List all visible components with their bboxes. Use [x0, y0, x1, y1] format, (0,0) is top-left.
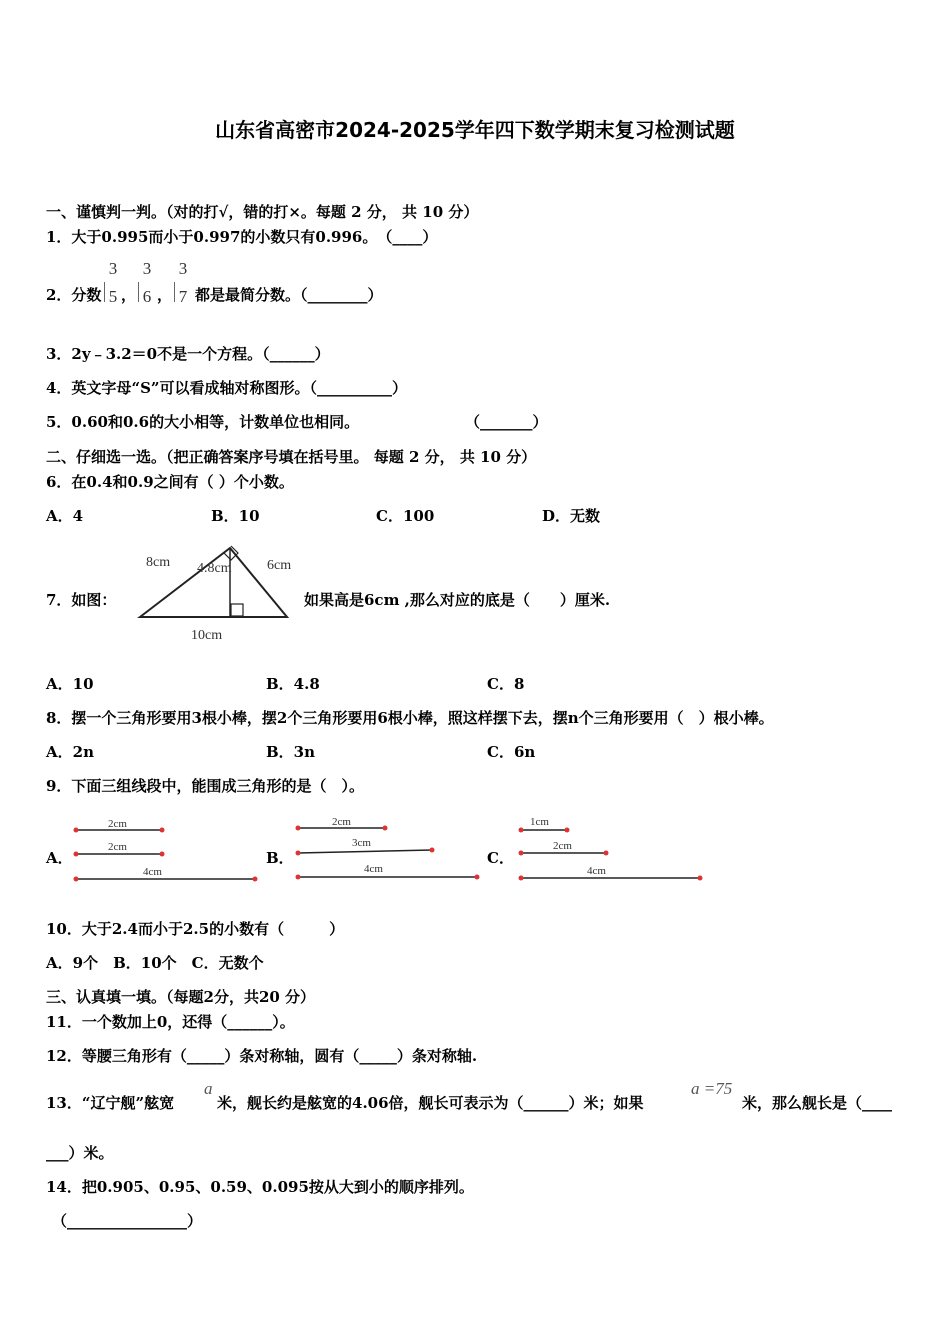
q9-option-b: B． [266, 849, 294, 867]
q9-option-a: A． [46, 849, 73, 867]
segment-end [160, 852, 165, 857]
q8-option-c: C．6n [487, 743, 536, 761]
question-5-blank: （_______） [465, 413, 548, 431]
segment-end [383, 826, 388, 831]
segment-c3-label: 4cm [587, 865, 606, 877]
fraction-2-bar [138, 282, 139, 302]
question-4: 4．英文字母“S”可以看成轴对称图形。（__________） [46, 379, 408, 397]
segments-figure-a [70, 812, 265, 890]
question-8: 8．摆一个三角形要用3根小棒，摆2个三角形要用6根小棒，照这样摆下去，摆n个三角形要用（ ）根小棒。 [46, 709, 774, 727]
segments-figure-c [515, 810, 710, 888]
q6-option-c: C．100 [376, 507, 435, 525]
question-5: 5．0.60和0.6的大小相等，计数单位也相同。 [46, 413, 360, 431]
q7-option-b: B．4.8 [266, 675, 320, 693]
label-8cm: 8cm [146, 555, 171, 570]
question-13-part-c: 米，那么舰长是（____ [742, 1094, 893, 1112]
segment-b2 [298, 850, 432, 853]
segment-end [430, 848, 435, 853]
segment-end [296, 826, 301, 831]
section-3-header: 三、认真填一填。（每题2分，共20 分） [46, 988, 316, 1006]
fraction-1-denominator: 5 [108, 287, 118, 306]
q7-option-c: C．8 [487, 675, 525, 693]
segment-a1-label: 2cm [108, 818, 127, 830]
fraction-separator: ， [157, 286, 173, 304]
segment-b1-label: 2cm [332, 816, 351, 828]
segment-end [160, 828, 165, 833]
segment-end [519, 828, 524, 833]
fraction-separator: ， [121, 286, 137, 304]
segment-c2-label: 2cm [553, 840, 572, 852]
section-1-header: 一、谨慎判一判。（对的打√，错的打×。每题 2 分， 共 10 分） [46, 203, 479, 221]
q10-options: A．9个 B．10个 C．无数个 [46, 954, 264, 972]
fraction-1-bar [104, 282, 105, 302]
question-13-part-b: 米，舰长约是舷宽的4.06倍，舰长可表示为（______）米；如果 [217, 1094, 644, 1112]
segment-end [565, 828, 570, 833]
segment-a2-label: 2cm [108, 841, 127, 853]
question-13-part-d: ___）米。 [46, 1144, 114, 1162]
question-7-prefix: 7．如图： [46, 591, 117, 609]
triangle-figure [130, 540, 305, 645]
fraction-1-numerator: 3 [108, 259, 118, 278]
segment-b2-label: 3cm [352, 837, 371, 849]
question-11: 11．一个数加上0，还得（______）。 [46, 1013, 295, 1031]
segment-end [74, 877, 79, 882]
q8-option-a: A．2n [46, 743, 94, 761]
label-4-8cm: 4.8cm [197, 561, 232, 576]
section-2-header: 二、仔细选一选。（把正确答案序号填在括号里。 每题 2 分， 共 10 分） [46, 448, 537, 466]
segment-end [74, 852, 79, 857]
fraction-2-denominator: 6 [142, 287, 152, 306]
question-2-suffix: 都是最简分数。（________） [195, 286, 383, 304]
q6-option-d: D．无数 [542, 507, 601, 525]
right-angle-marker-base [231, 604, 243, 616]
page-title: 山东省高密市2024-2025学年四下数学期末复习检测试题 [215, 118, 735, 142]
q6-option-a: A．4 [46, 507, 84, 525]
question-2-prefix: 2．分数 [46, 286, 102, 304]
question-9: 9．下面三组线段中，能围成三角形的是（ ）。 [46, 777, 364, 795]
question-12: 12．等腰三角形有（_____）条对称轴，圆有（_____）条对称轴. [46, 1047, 478, 1065]
segment-end [296, 875, 301, 880]
question-3: 3．2y﹣3.2＝0不是一个方程。（______） [46, 345, 330, 363]
label-6cm: 6cm [267, 558, 292, 573]
fraction-2-numerator: 3 [142, 259, 152, 278]
segment-end [475, 875, 480, 880]
segment-end [74, 828, 79, 833]
segment-end [519, 851, 524, 856]
q6-option-b: B．10 [211, 507, 260, 525]
segment-end [519, 876, 524, 881]
question-1: 1．大于0.995而小于0.997的小数只有0.996。 （____） [46, 228, 438, 246]
q9-option-c: C． [487, 849, 514, 867]
q7-option-a: A．10 [46, 675, 94, 693]
segment-end [296, 851, 301, 856]
question-6: 6．在0.4和0.9之间有（ ）个小数。 [46, 473, 294, 491]
q8-option-b: B．3n [266, 743, 316, 761]
segment-c1-label: 1cm [530, 816, 549, 828]
question-10: 10．大于2.4而小于2.5的小数有（ ） [46, 920, 345, 938]
equation-a-75: a =75 [691, 1079, 733, 1098]
variable-a: a [204, 1079, 213, 1098]
question-14-blank: （________________） [52, 1212, 203, 1230]
segment-end [604, 851, 609, 856]
question-13-part-a: 13．“辽宁舰”舷宽 [46, 1094, 175, 1112]
segment-end [253, 877, 258, 882]
segment-a3-label: 4cm [143, 866, 162, 878]
question-7-text: 如果高是6cm ,那么对应的底是（ ）厘米. [304, 591, 611, 609]
segment-b3-label: 4cm [364, 863, 383, 875]
fraction-3-bar [174, 282, 175, 302]
fraction-3-numerator: 3 [178, 259, 188, 278]
question-14: 14．把0.905、0.95、0.59、0.095按从大到小的顺序排列。 [46, 1178, 474, 1196]
label-10cm: 10cm [191, 628, 223, 643]
segments-figure-b [292, 810, 487, 888]
fraction-3-denominator: 7 [178, 287, 188, 306]
segment-end [698, 876, 703, 881]
